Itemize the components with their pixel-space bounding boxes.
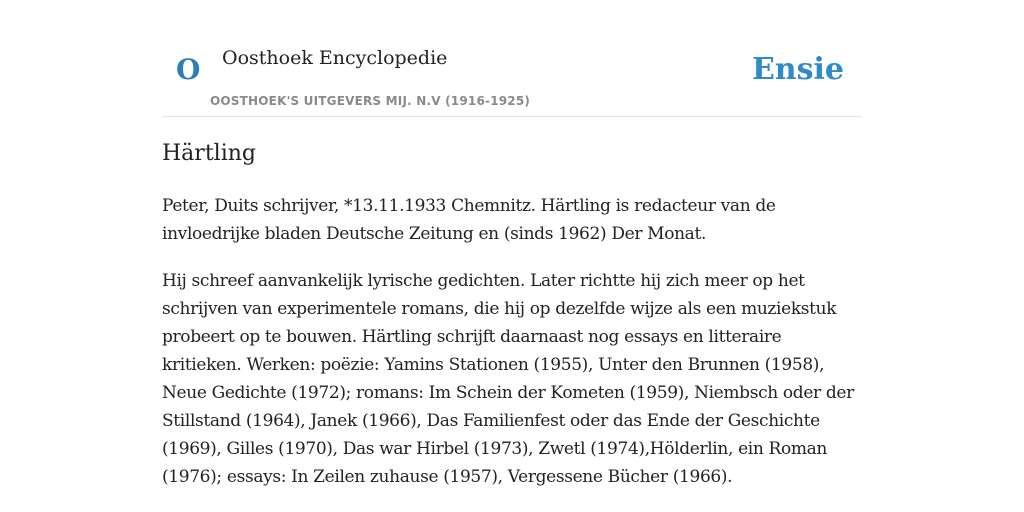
paragraph-line: Stillstand (1964), Janek (1966), Das Familienfest oder das Ende der Geschichte xyxy=(162,411,820,431)
article xyxy=(162,136,862,491)
article-paragraph-2 xyxy=(162,267,862,491)
paragraph-line: Hij schreef aanvankelijk lyrische gedichten. Later richtte hij zich meer op het xyxy=(162,271,805,291)
paragraph-line: (1969), Gilles (1970), Das war Hirbel (1973), Zwetl (1974),Hölderlin, ein Roman xyxy=(162,439,828,459)
site-header xyxy=(162,0,862,117)
logo-o-icon[interactable]: O xyxy=(176,53,201,86)
paragraph-line: (1976); essays: In Zeilen zuhause (1957), Vergessene Bücher (1966). xyxy=(162,467,733,487)
book-title-link[interactable]: Oosthoek Encyclopedie xyxy=(222,47,448,69)
paragraph-line: probeert op te bouwen. Härtling schrijft daarnaast nog essays en litteraire xyxy=(162,327,782,347)
paragraph-line: Neue Gedichte (1972); romans: Im Schein der Kometen (1959), Niembsch oder der xyxy=(162,383,854,403)
paragraph-line: Peter, Duits schrijver, *13.11.1933 Chemnitz. Härtling is redacteur van de xyxy=(162,196,776,216)
paragraph-line: schrijven van experimentele romans, die hij op dezelfde wijze als een muziekstuk xyxy=(162,299,837,319)
publisher-label: OOSTHOEK'S UITGEVERS MIJ. N.V (1916-1925) xyxy=(210,94,531,108)
paragraph-line: invloedrijke bladen Deutsche Zeitung en (sinds 1962) Der Monat. xyxy=(162,224,707,244)
paragraph-line: kritieken. Werken: poëzie: Yamins Stationen (1955), Unter den Brunnen (1958), xyxy=(162,355,825,375)
ensie-logo-link[interactable]: Ensie xyxy=(751,52,844,87)
article-headword: Härtling xyxy=(162,141,256,166)
article-paragraph-1 xyxy=(162,192,862,248)
